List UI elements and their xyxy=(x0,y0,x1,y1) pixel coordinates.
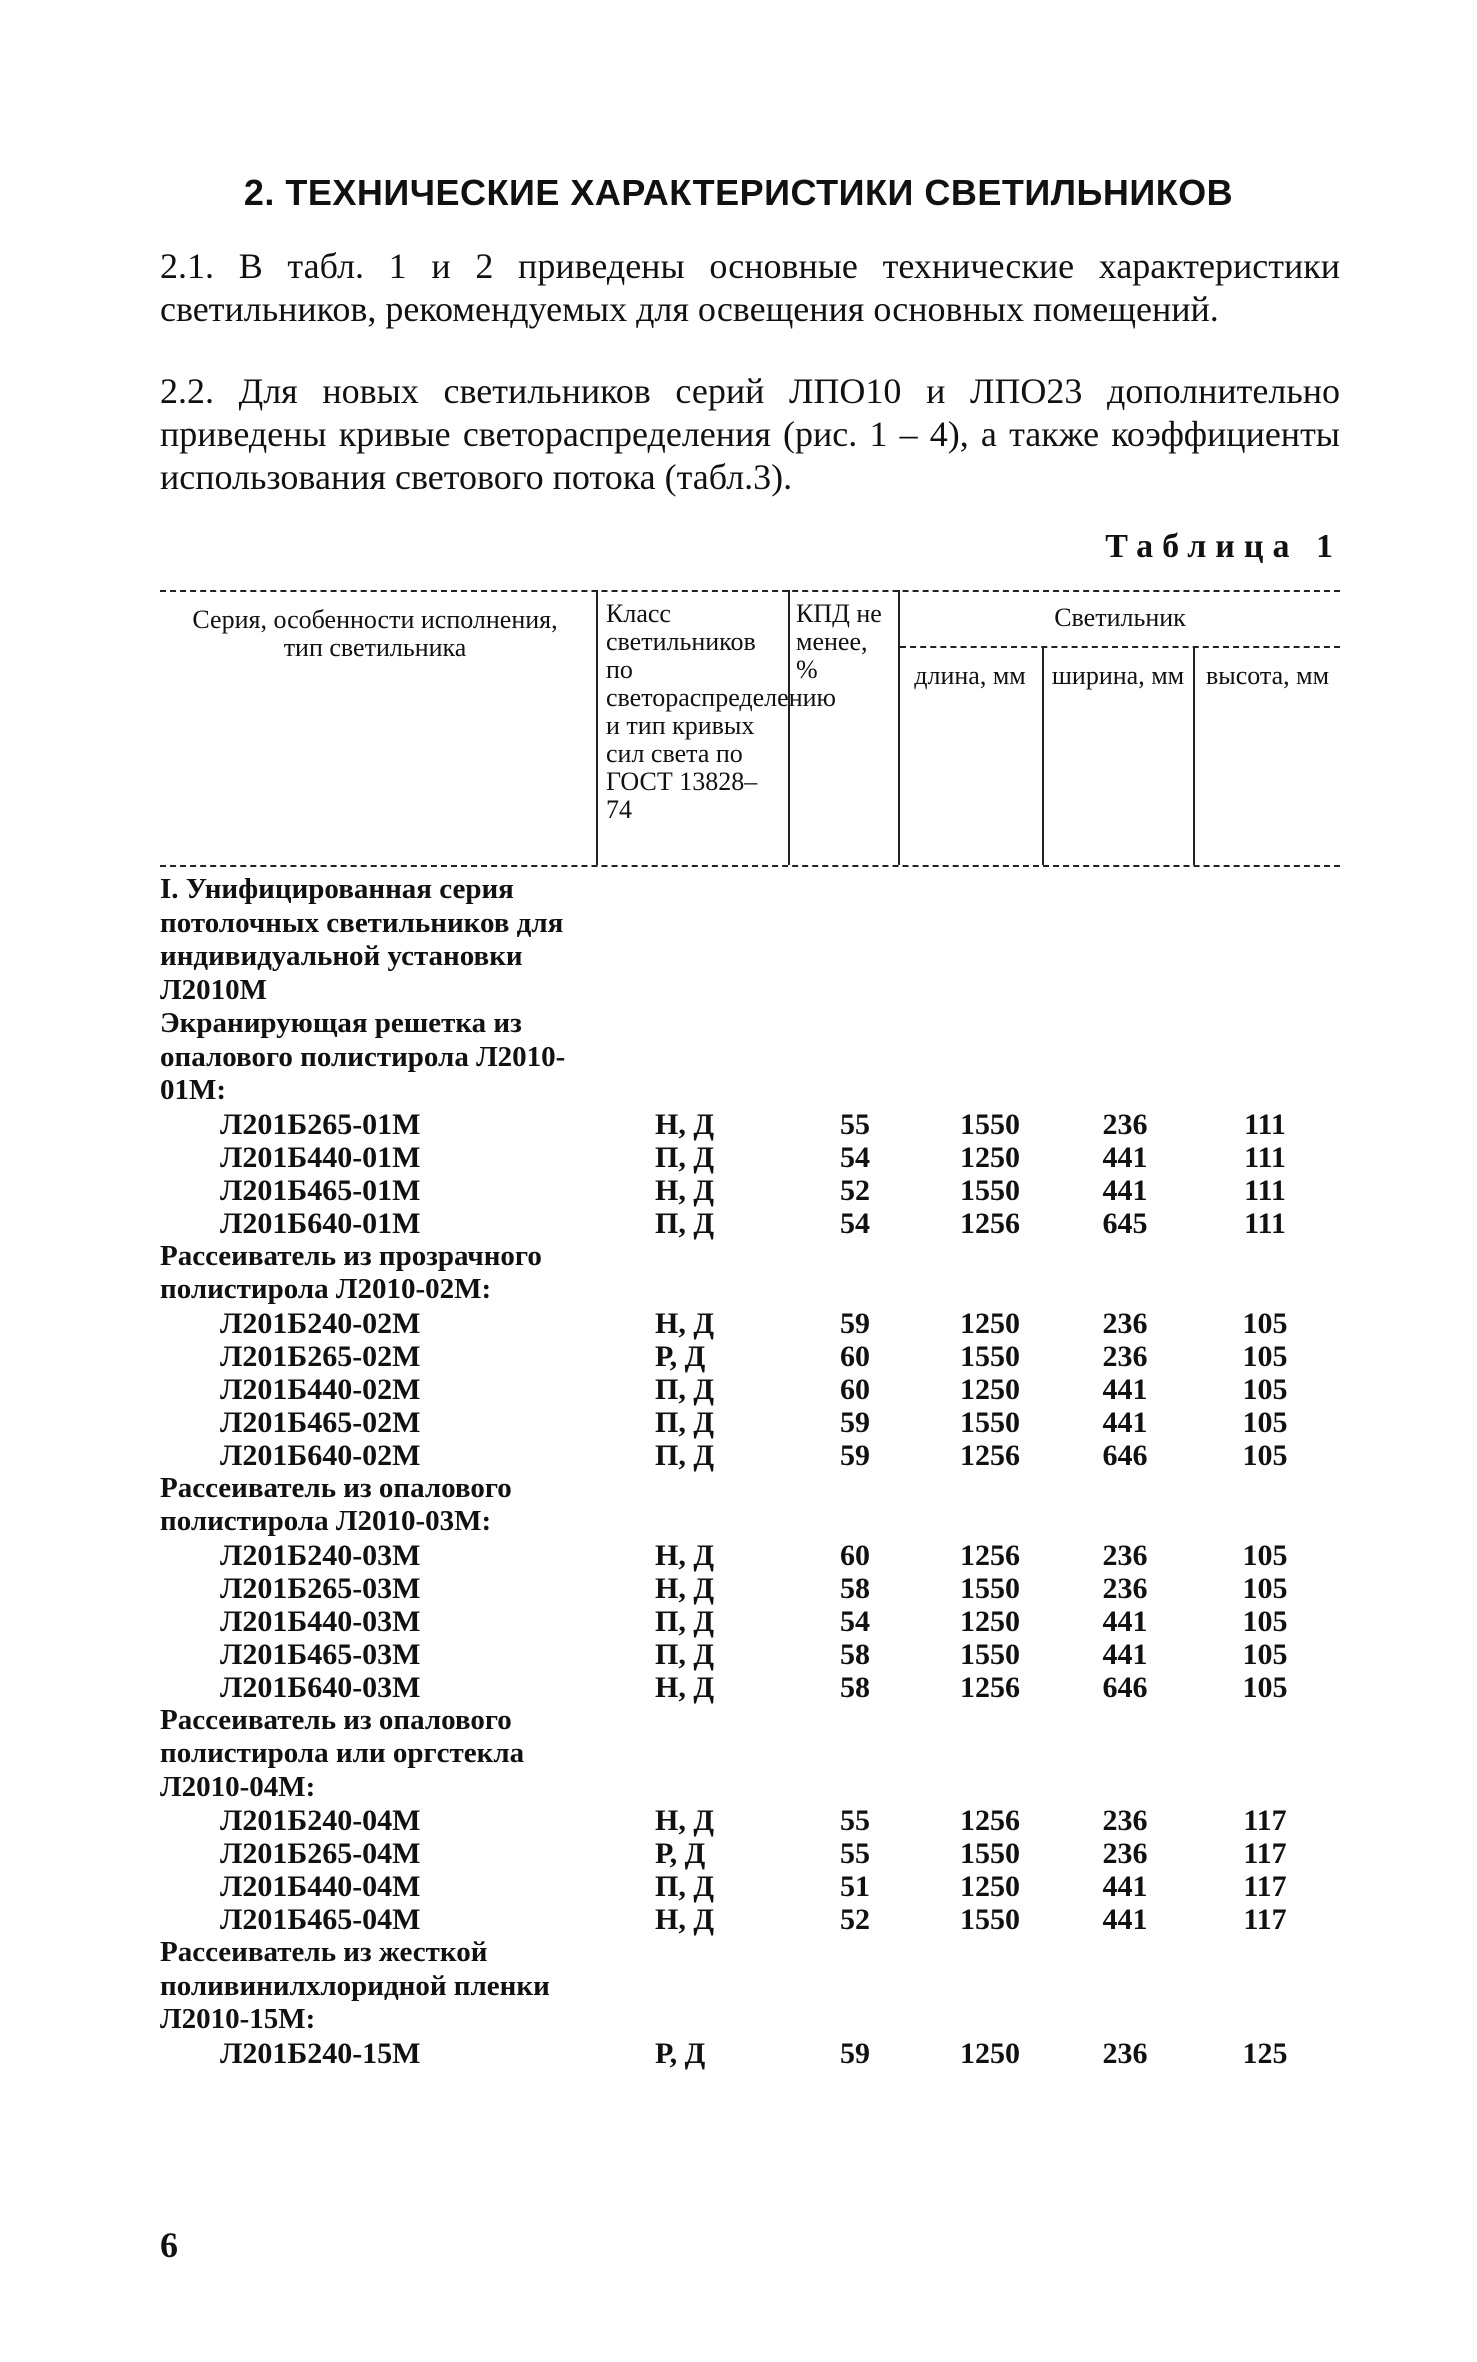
luminaire-type: Л201Б265-04М xyxy=(220,1837,421,1870)
section-row xyxy=(160,873,1340,1007)
table-row xyxy=(160,1804,1340,1837)
light-class: П, Д xyxy=(655,1438,714,1472)
length-value: 1250 xyxy=(960,1306,1020,1340)
table-row xyxy=(160,1307,1340,1340)
efficiency-value: 55 xyxy=(840,1804,870,1837)
width-value: 236 xyxy=(1102,1339,1148,1373)
header-group: Светильник xyxy=(1054,603,1186,632)
length-value: 1250 xyxy=(960,1604,1020,1638)
luminaire-type: Л201Б465-03М xyxy=(220,1637,421,1671)
light-class: Н, Д xyxy=(655,1107,714,1141)
luminaire-type: Л201Б240-02М xyxy=(220,1306,421,1340)
efficiency-value: 55 xyxy=(840,1837,870,1870)
efficiency-value: 58 xyxy=(840,1571,870,1605)
efficiency-value: 60 xyxy=(840,1339,870,1373)
height-value: 105 xyxy=(1242,1604,1288,1638)
subsection-row xyxy=(160,1240,1340,1307)
width-value: 441 xyxy=(1102,1870,1148,1903)
light-class: Р, Д xyxy=(655,2036,706,2070)
luminaire-type: Л201Б240-04М xyxy=(220,1804,421,1837)
height-value: 117 xyxy=(1243,1903,1287,1936)
length-value: 1256 xyxy=(960,1206,1020,1240)
header-length: длина, мм xyxy=(914,661,1026,690)
length-value: 1550 xyxy=(960,1173,1020,1207)
luminaire-type: Л201Б440-04М xyxy=(220,1870,421,1903)
width-value: 441 xyxy=(1102,1173,1148,1207)
width-value: 236 xyxy=(1102,1571,1148,1605)
table-row xyxy=(160,1141,1340,1174)
header-efficiency: КПД не менее, % xyxy=(796,599,882,684)
length-value: 1256 xyxy=(960,1438,1020,1472)
table-row xyxy=(160,1108,1340,1141)
width-value: 441 xyxy=(1102,1637,1148,1671)
luminaire-type: Л201Б265-03М xyxy=(220,1571,421,1605)
col-divider-2 xyxy=(788,590,790,865)
length-value: 1550 xyxy=(960,1405,1020,1439)
paragraph-2-2: 2.2. Для новых светильников серий ЛПО10 и ЛПО23 дополнительно приведены кривые светораспределения (рис. 1 – 4), а также коэффициенты использования светового потока (табл.3). xyxy=(160,371,1340,497)
efficiency-value: 59 xyxy=(840,1438,870,1472)
height-value: 105 xyxy=(1242,1670,1288,1704)
efficiency-value: 59 xyxy=(840,1405,870,1439)
luminaire-type: Л201Б640-03М xyxy=(220,1670,421,1704)
width-value: 236 xyxy=(1102,1837,1148,1870)
table-row xyxy=(160,1439,1340,1472)
height-value: 105 xyxy=(1242,1372,1288,1406)
section-heading: 2. ТЕХНИЧЕСКИЕ ХАРАКТЕРИСТИКИ СВЕТИЛЬНИКОВ xyxy=(243,172,1234,213)
header-class: Класс светильников по светораспределению и тип кривых сил света по ГОСТ 13828–74 xyxy=(606,599,836,824)
width-value: 441 xyxy=(1102,1903,1148,1936)
width-value: 236 xyxy=(1102,1538,1148,1572)
width-value: 236 xyxy=(1102,1804,1148,1837)
height-value: 105 xyxy=(1242,1438,1288,1472)
length-value: 1550 xyxy=(960,1903,1020,1936)
length-value: 1256 xyxy=(960,1670,1020,1704)
efficiency-value: 60 xyxy=(840,1372,870,1406)
luminaire-type: Л201Б465-04М xyxy=(220,1903,421,1936)
efficiency-value: 58 xyxy=(840,1670,870,1704)
height-value: 111 xyxy=(1244,1140,1286,1174)
length-value: 1250 xyxy=(960,1372,1020,1406)
table-header-bottom-rule xyxy=(160,865,1340,867)
light-class: Р, Д xyxy=(655,1339,706,1373)
table-row xyxy=(160,1207,1340,1240)
height-value: 105 xyxy=(1242,1339,1288,1373)
height-value: 117 xyxy=(1243,1804,1287,1837)
light-class: Н, Д xyxy=(655,1804,714,1837)
light-class: Н, Д xyxy=(655,1306,714,1340)
light-class: П, Д xyxy=(655,1637,714,1671)
width-value: 646 xyxy=(1102,1438,1148,1472)
header-series: Серия, особенности исполнения, тип светильника xyxy=(192,605,558,662)
length-value: 1550 xyxy=(960,1571,1020,1605)
table-row xyxy=(160,1373,1340,1406)
efficiency-value: 51 xyxy=(840,1870,870,1903)
width-value: 236 xyxy=(1102,1306,1148,1340)
height-value: 111 xyxy=(1244,1107,1286,1141)
light-class: П, Д xyxy=(655,1372,714,1406)
subsection-row xyxy=(160,1007,1340,1108)
table-row xyxy=(160,1903,1340,1936)
efficiency-value: 52 xyxy=(840,1173,870,1207)
subsection-title: Рассеиватель из опалового полистирола или оргстекла Л2010-04М: xyxy=(160,1703,525,1803)
height-value: 117 xyxy=(1243,1837,1287,1870)
light-class: Н, Д xyxy=(655,1173,714,1207)
width-value: 441 xyxy=(1102,1405,1148,1439)
table-row xyxy=(160,1406,1340,1439)
height-value: 105 xyxy=(1242,1306,1288,1340)
length-value: 1256 xyxy=(960,1804,1020,1837)
width-value: 236 xyxy=(1102,1107,1148,1141)
subsection-row xyxy=(160,1704,1340,1805)
table-caption: Таблица 1 xyxy=(1105,528,1342,565)
width-value: 441 xyxy=(1102,1372,1148,1406)
height-value: 117 xyxy=(1243,1870,1287,1903)
length-value: 1550 xyxy=(960,1339,1020,1373)
length-value: 1550 xyxy=(960,1637,1020,1671)
page-number: 6 xyxy=(160,2225,178,2265)
subsection-title: Рассеиватель из жесткой поливинилхлоридной пленки Л2010-15М: xyxy=(160,1936,550,2035)
subsection-title: Экранирующая решетка из опалового полистирола Л2010-01М: xyxy=(160,1007,566,1106)
table-row xyxy=(160,1539,1340,1572)
length-value: 1250 xyxy=(960,1870,1020,1903)
subsection-row xyxy=(160,1936,1340,2037)
group-header-rule xyxy=(900,646,1340,648)
luminaire-type: Л201Б240-15М xyxy=(220,2036,421,2070)
subsection-title: Рассеиватель из прозрачного полистирола Л2010-02М: xyxy=(160,1239,542,1305)
luminaire-type: Л201Б465-01М xyxy=(220,1173,421,1207)
height-value: 105 xyxy=(1242,1571,1288,1605)
length-value: 1550 xyxy=(960,1837,1020,1870)
luminaire-type: Л201Б640-02М xyxy=(220,1438,421,1472)
table-row xyxy=(160,1605,1340,1638)
width-value: 441 xyxy=(1102,1604,1148,1638)
length-value: 1250 xyxy=(960,2036,1020,2070)
luminaire-type: Л201Б465-02М xyxy=(220,1405,421,1439)
luminaire-type: Л201Б265-01М xyxy=(220,1107,421,1141)
efficiency-value: 54 xyxy=(840,1604,870,1638)
length-value: 1256 xyxy=(960,1538,1020,1572)
table-row xyxy=(160,1837,1340,1870)
efficiency-value: 54 xyxy=(840,1140,870,1174)
header-width: ширина, мм xyxy=(1051,661,1185,690)
width-value: 441 xyxy=(1102,1140,1148,1174)
light-class: Н, Д xyxy=(655,1903,714,1936)
table-row xyxy=(160,1870,1340,1903)
paragraph-2-1: 2.1. В табл. 1 и 2 приведены основные технические характеристики светильников, рекомендуемых для освещения основных помещений. xyxy=(160,246,1340,329)
section-title: I. Унифицированная серия потолочных светильников для индивидуальной установки Л2010М xyxy=(160,873,564,1006)
table-body xyxy=(160,873,1340,2070)
luminaire-type: Л201Б240-03М xyxy=(220,1538,421,1572)
light-class: П, Д xyxy=(655,1405,714,1439)
light-class: П, Д xyxy=(655,1206,714,1240)
light-class: Р, Д xyxy=(655,1837,706,1870)
col-divider-1 xyxy=(596,590,598,865)
header-height: высота, мм xyxy=(1205,661,1330,690)
height-value: 111 xyxy=(1244,1206,1286,1240)
length-value: 1250 xyxy=(960,1140,1020,1174)
height-value: 125 xyxy=(1242,2036,1288,2070)
table-row xyxy=(160,1340,1340,1373)
subsection-row xyxy=(160,1472,1340,1539)
luminaire-type: Л201Б640-01М xyxy=(220,1206,421,1240)
luminaire-type: Л201Б440-03М xyxy=(220,1604,421,1638)
light-class: П, Д xyxy=(655,1604,714,1638)
height-value: 105 xyxy=(1242,1405,1288,1439)
luminaire-type: Л201Б265-02М xyxy=(220,1339,421,1373)
table-row xyxy=(160,1174,1340,1207)
table-row xyxy=(160,1638,1340,1671)
luminaire-type: Л201Б440-01М xyxy=(220,1140,421,1174)
table-top-rule xyxy=(160,590,1340,592)
efficiency-value: 55 xyxy=(840,1107,870,1141)
efficiency-value: 60 xyxy=(840,1538,870,1572)
light-class: Н, Д xyxy=(655,1571,714,1605)
efficiency-value: 58 xyxy=(840,1637,870,1671)
height-value: 105 xyxy=(1242,1538,1288,1572)
table-row xyxy=(160,2037,1340,2070)
width-value: 646 xyxy=(1102,1670,1148,1704)
table-row xyxy=(160,1572,1340,1605)
efficiency-value: 54 xyxy=(840,1206,870,1240)
subsection-title: Рассеиватель из опалового полистирола Л2010-03М: xyxy=(160,1471,512,1537)
light-class: Н, Д xyxy=(655,1670,714,1704)
light-class: П, Д xyxy=(655,1140,714,1174)
length-value: 1550 xyxy=(960,1107,1020,1141)
efficiency-value: 59 xyxy=(840,2036,870,2070)
height-value: 105 xyxy=(1242,1637,1288,1671)
light-class: Н, Д xyxy=(655,1538,714,1572)
light-class: П, Д xyxy=(655,1870,714,1903)
luminaire-type: Л201Б440-02М xyxy=(220,1372,421,1406)
efficiency-value: 52 xyxy=(840,1903,870,1936)
efficiency-value: 59 xyxy=(840,1306,870,1340)
width-value: 645 xyxy=(1102,1206,1148,1240)
height-value: 111 xyxy=(1244,1173,1286,1207)
table-row xyxy=(160,1671,1340,1704)
width-value: 236 xyxy=(1102,2036,1148,2070)
